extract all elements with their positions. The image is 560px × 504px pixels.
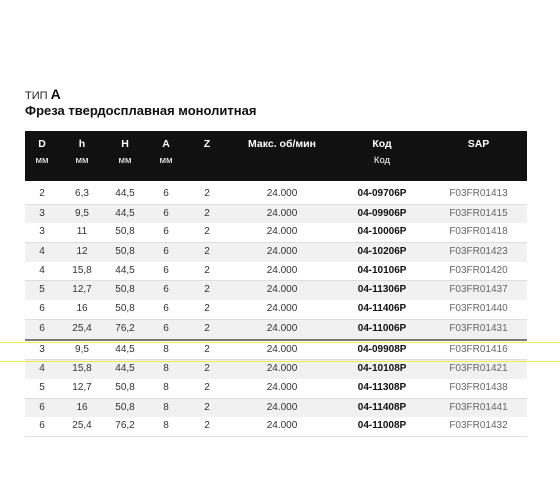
header-h-big bbox=[106, 137, 144, 168]
cell-d: 5 bbox=[39, 381, 45, 393]
header-code bbox=[337, 137, 427, 168]
cell-h: 50,8 bbox=[115, 401, 135, 413]
table-row bbox=[25, 379, 527, 399]
cell-code: 04-10106P bbox=[357, 264, 407, 276]
cell-a: 6 bbox=[163, 284, 169, 296]
cell-code: 04-11306P bbox=[357, 284, 407, 296]
header-sap-label: SAP bbox=[467, 138, 490, 150]
cell-rpm: 24.000 bbox=[266, 226, 298, 238]
table-row bbox=[25, 205, 527, 224]
cell-rpm: 24.000 bbox=[266, 264, 298, 276]
header-rpm bbox=[232, 137, 332, 151]
cell-h: 9,5 bbox=[75, 207, 89, 219]
header-h-small-unit: мм bbox=[75, 155, 89, 166]
cell-code: 04-10108P bbox=[357, 363, 407, 375]
table-row bbox=[25, 223, 527, 243]
cell-a: 6 bbox=[163, 264, 169, 276]
cell-z: 2 bbox=[204, 284, 210, 296]
cell-h: 12,7 bbox=[72, 284, 92, 296]
spec-table bbox=[25, 131, 527, 437]
cell-h: 50,8 bbox=[115, 303, 135, 315]
cell-d: 2 bbox=[39, 188, 45, 199]
cell-rpm: 24.000 bbox=[266, 207, 298, 219]
cell-h: 50,8 bbox=[115, 226, 135, 238]
cell-code: 04-11006P bbox=[357, 322, 407, 334]
cell-d: 4 bbox=[39, 246, 45, 258]
cell-rpm: 24.000 bbox=[266, 188, 298, 199]
cell-code: 04-10006P bbox=[357, 226, 407, 238]
cell-z: 2 bbox=[204, 401, 210, 413]
cell-code: 04-09908P bbox=[357, 343, 407, 355]
cell-a: 6 bbox=[163, 188, 169, 199]
cell-z: 2 bbox=[204, 246, 210, 258]
cell-d: 6 bbox=[39, 401, 45, 413]
header-d-label: D bbox=[38, 138, 46, 150]
cell-z: 2 bbox=[204, 420, 210, 432]
cell-z: 2 bbox=[204, 207, 210, 219]
header-d-unit: мм bbox=[35, 155, 49, 166]
cell-h: 25,4 bbox=[72, 420, 92, 432]
cell-sap: F03FR01441 bbox=[449, 401, 508, 413]
cell-h: 16 bbox=[76, 303, 88, 315]
header-rpm-label: Макс. об/мин bbox=[248, 138, 316, 150]
cell-code: 04-11308P bbox=[357, 381, 407, 393]
cell-rpm: 24.000 bbox=[266, 401, 298, 413]
cell-sap: F03FR01432 bbox=[449, 420, 508, 432]
header-h-small-label: h bbox=[78, 138, 86, 150]
cell-d: 6 bbox=[39, 303, 45, 315]
cell-rpm: 24.000 bbox=[266, 363, 298, 375]
cell-sap: F03FR01415 bbox=[449, 207, 508, 219]
cell-sap: F03FR01416 bbox=[449, 343, 508, 355]
cell-rpm: 24.000 bbox=[266, 420, 298, 432]
cell-z: 2 bbox=[204, 322, 210, 334]
cell-a: 6 bbox=[163, 303, 169, 315]
cell-code: 04-11408P bbox=[357, 401, 407, 413]
cell-rpm: 24.000 bbox=[266, 303, 298, 315]
cell-h: 15,8 bbox=[72, 264, 92, 276]
cell-h: 44,5 bbox=[115, 207, 135, 219]
cell-h: 44,5 bbox=[115, 188, 135, 199]
cell-h: 44,5 bbox=[115, 264, 135, 276]
cell-z: 2 bbox=[204, 303, 210, 315]
header-sap bbox=[430, 137, 527, 151]
cell-a: 6 bbox=[163, 322, 169, 334]
cell-d: 5 bbox=[39, 284, 45, 296]
cell-rpm: 24.000 bbox=[266, 246, 298, 258]
highlight-line-bottom bbox=[0, 361, 560, 362]
cell-rpm: 24.000 bbox=[266, 322, 298, 334]
cell-z: 2 bbox=[204, 264, 210, 276]
header-code-sub: Код bbox=[373, 155, 391, 166]
table-row bbox=[25, 300, 527, 320]
cell-h: 11 bbox=[76, 226, 88, 238]
cell-sap: F03FR01437 bbox=[449, 284, 508, 296]
cell-h: 76,2 bbox=[115, 322, 135, 334]
cell-a: 8 bbox=[163, 343, 169, 355]
cell-d: 3 bbox=[39, 343, 45, 355]
header-a-label: A bbox=[162, 138, 170, 150]
header-a-unit: мм bbox=[159, 155, 173, 166]
type-label-text: ТИП bbox=[25, 90, 48, 102]
cell-d: 3 bbox=[39, 226, 45, 238]
cell-sap: F03FR01413 bbox=[449, 188, 508, 199]
cell-h: 50,8 bbox=[115, 381, 135, 393]
cell-h: 6,3 bbox=[75, 188, 89, 199]
cell-sap: F03FR01438 bbox=[449, 381, 508, 393]
cell-sap: F03FR01440 bbox=[449, 303, 508, 315]
cell-h: 76,2 bbox=[115, 420, 135, 432]
table-body-group-1 bbox=[25, 185, 527, 339]
header-z bbox=[188, 137, 226, 151]
cell-d: 6 bbox=[39, 322, 45, 334]
cell-code: 04-11008P bbox=[357, 420, 407, 432]
header-code-label: Код bbox=[372, 138, 392, 150]
table-body-group-2 bbox=[25, 341, 527, 437]
cell-d: 3 bbox=[39, 207, 45, 219]
cell-d: 4 bbox=[39, 363, 45, 375]
cell-h: 12,7 bbox=[72, 381, 92, 393]
table-header bbox=[25, 131, 527, 181]
cell-h: 44,5 bbox=[115, 343, 135, 355]
cell-sap: F03FR01423 bbox=[449, 246, 508, 258]
cell-code: 04-09706P bbox=[357, 188, 407, 199]
cell-h: 16 bbox=[76, 401, 88, 413]
table-row bbox=[25, 262, 527, 282]
cell-d: 6 bbox=[39, 420, 45, 432]
header-z-label: Z bbox=[203, 138, 211, 150]
cell-sap: F03FR01421 bbox=[449, 363, 508, 375]
table-row bbox=[25, 360, 527, 379]
cell-sap: F03FR01420 bbox=[449, 264, 508, 276]
cell-code: 04-09906P bbox=[357, 207, 407, 219]
type-label bbox=[25, 86, 61, 102]
cell-d: 4 bbox=[39, 264, 45, 276]
cell-h: 15,8 bbox=[72, 363, 92, 375]
cell-a: 6 bbox=[163, 226, 169, 238]
cell-a: 6 bbox=[163, 246, 169, 258]
header-h-big-label: H bbox=[121, 138, 129, 150]
cell-z: 2 bbox=[204, 343, 210, 355]
table-row bbox=[25, 417, 527, 437]
header-h-small bbox=[65, 137, 99, 168]
cell-z: 2 bbox=[204, 188, 210, 199]
table-row bbox=[25, 185, 527, 205]
cell-h: 50,8 bbox=[115, 284, 135, 296]
table-row bbox=[25, 320, 527, 339]
cell-a: 8 bbox=[163, 381, 169, 393]
cell-z: 2 bbox=[204, 381, 210, 393]
header-h-big-unit: мм bbox=[118, 155, 132, 166]
type-letter: A bbox=[50, 86, 61, 102]
header-a bbox=[149, 137, 183, 168]
cell-rpm: 24.000 bbox=[266, 343, 298, 355]
cell-sap: F03FR01418 bbox=[449, 226, 508, 238]
cell-a: 8 bbox=[163, 401, 169, 413]
cell-sap: F03FR01431 bbox=[449, 322, 508, 334]
highlight-line-top bbox=[0, 342, 560, 343]
cell-z: 2 bbox=[204, 226, 210, 238]
cell-h: 9,5 bbox=[75, 343, 89, 355]
table-row bbox=[25, 243, 527, 262]
table-row bbox=[25, 281, 527, 300]
cell-code: 04-11406P bbox=[357, 303, 407, 315]
cell-a: 8 bbox=[163, 363, 169, 375]
table-row bbox=[25, 341, 527, 361]
header-d bbox=[25, 137, 59, 168]
cell-rpm: 24.000 bbox=[266, 284, 298, 296]
cell-a: 6 bbox=[163, 207, 169, 219]
cell-h: 50,8 bbox=[115, 246, 135, 258]
cell-h: 25,4 bbox=[72, 322, 92, 334]
cell-h: 44,5 bbox=[115, 363, 135, 375]
cell-a: 8 bbox=[163, 420, 169, 432]
table-row bbox=[25, 399, 527, 418]
cell-rpm: 24.000 bbox=[266, 381, 298, 393]
product-title: Фреза твердосплавная монолитная bbox=[25, 103, 257, 118]
cell-code: 04-10206P bbox=[357, 246, 407, 258]
cell-z: 2 bbox=[204, 363, 210, 375]
cell-h: 12 bbox=[76, 246, 88, 258]
